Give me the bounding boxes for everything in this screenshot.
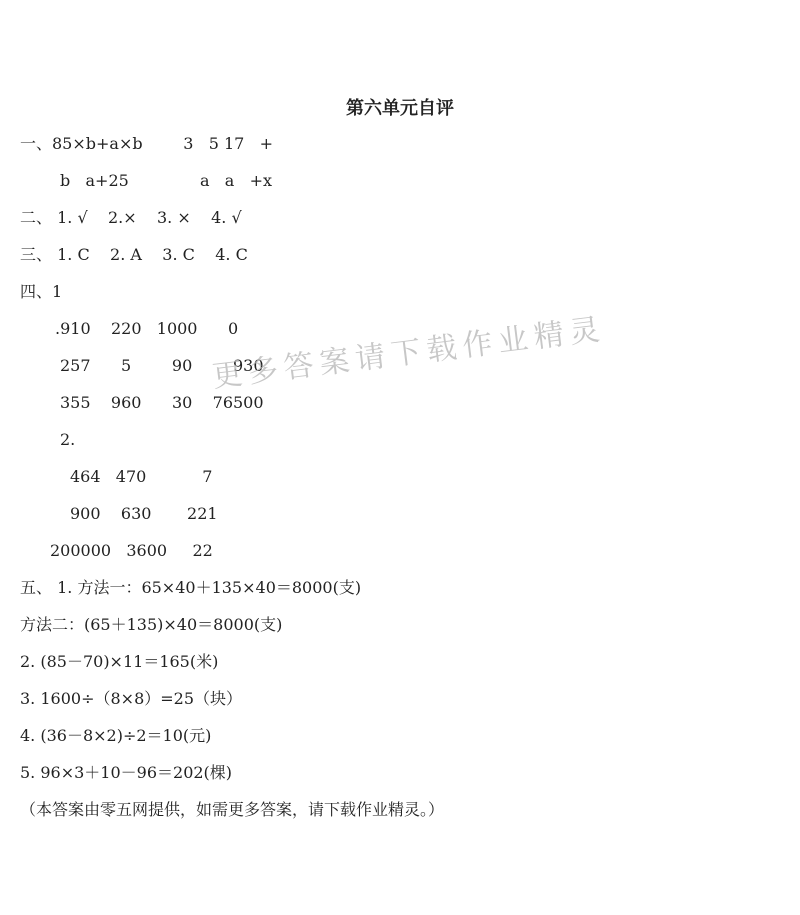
section-2-answers: 二、 1. √ 2.× 3. × 4. √ (20, 208, 242, 227)
section-3-answers: 三、 1. C 2. A 3. C 4. C (20, 245, 248, 264)
section-1-line-1: 一、85×b+a×b 3 5 17 + (20, 134, 274, 153)
section-4-row-6: 200000 3600 22 (50, 541, 213, 560)
section-5-q4: 4. (36－8×2)÷2＝10(元) (20, 726, 212, 745)
section-4-row-5: 900 630 221 (70, 504, 218, 523)
section-5-q5: 5. 96×3＋10－96＝202(棵) (20, 763, 233, 782)
source-note: （本答案由零五网提供，如需更多答案，请下载作业精灵。） (20, 800, 445, 819)
section-4-heading: 四、1 (20, 282, 63, 301)
section-5-q1-method-1: 五、 1. 方法一：65×40＋135×40＝8000(支) (20, 578, 362, 597)
section-4-row-2: 257 5 90 930 (60, 356, 264, 375)
section-4-part-2-label: 2. (60, 430, 76, 449)
section-1-line-2: b a+25 a a +x (60, 171, 273, 190)
watermark: 更多答案请下载作业精灵 (210, 311, 608, 395)
section-5-q1-method-2: 方法二：(65＋135)×40＝8000(支) (20, 615, 283, 634)
section-4-row-1: .910 220 1000 0 (55, 319, 239, 338)
section-4-row-3: 355 960 30 76500 (60, 393, 264, 412)
section-5-q3: 3. 1600÷（8×8）=25（块） (20, 689, 243, 708)
page-title: 第六单元自评 (346, 98, 454, 119)
section-4-row-4: 464 470 7 (70, 467, 213, 486)
section-5-q2: 2. (85－70)×11＝165(米) (20, 652, 219, 671)
